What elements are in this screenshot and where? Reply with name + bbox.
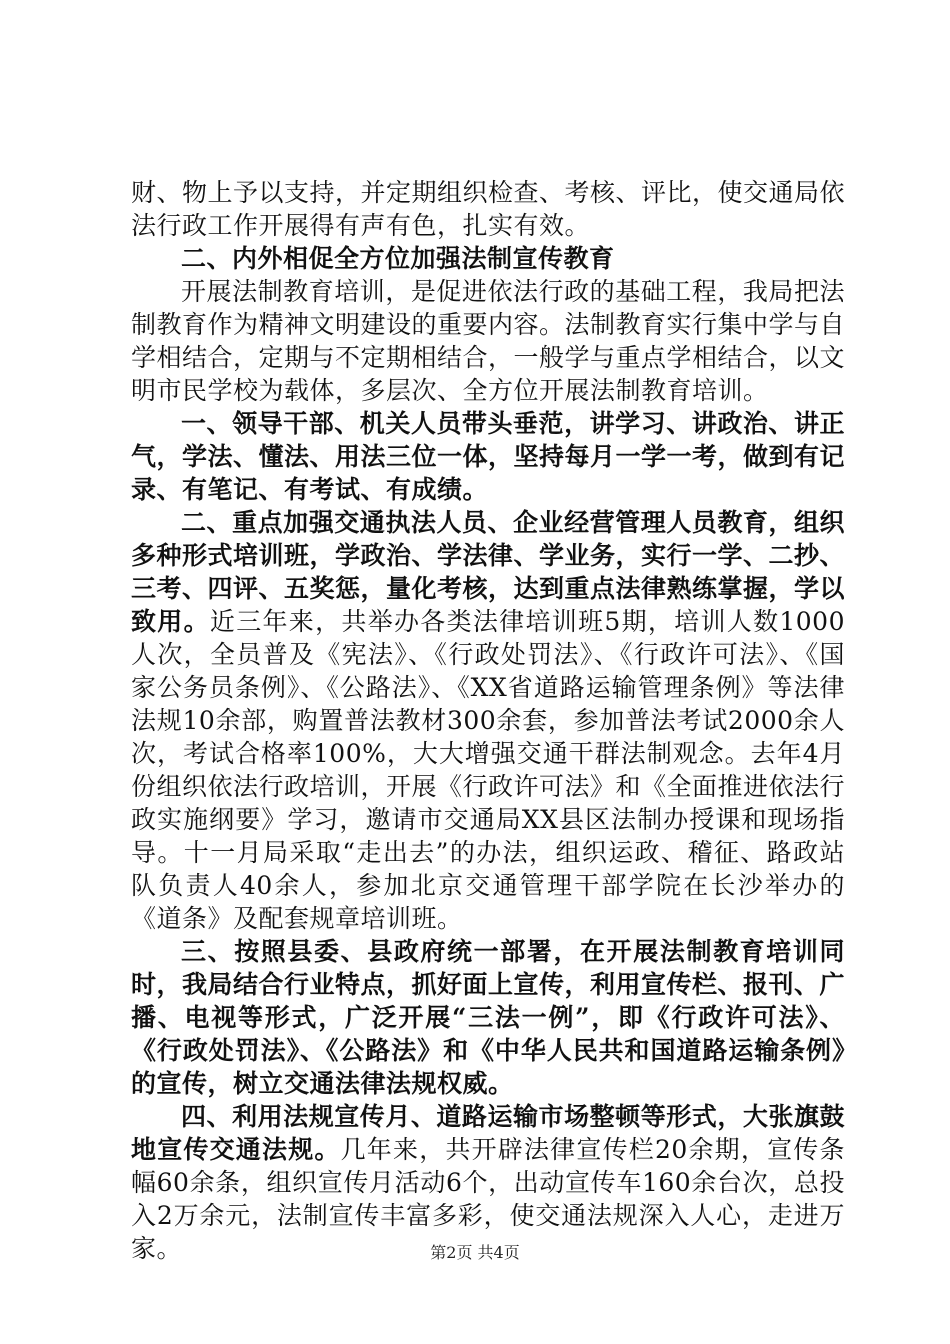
paragraph-1-text: 财、物上予以支持，并定期组织检查、考核、评比，使交通局依法行政工作开展得有声有色，扎实有效。: [131, 178, 846, 240]
paragraph-6: [131, 935, 845, 1100]
paragraph-6-lead: 三、按照县委、县政府统一部署，在开展法制教育培训同时，我局结合行业特点，抓好面上宣传，利用宣传栏、报刊、广播、电视等形式，广泛开展“三法一例”，即《行政许可法》、《行政处罚法》、《公路法》和《中华人民共和国道路运输条例》的宣传，树立交通法律法规权威。: [131, 937, 846, 1098]
paragraph-3: [131, 275, 845, 407]
paragraph-7-text: 几年来，共开辟法律宣传栏20余期，宣传条幅60余条，组织宣传月活动6个，出动宣传车160余台次，总投入2万余元，法制宣传丰富多彩，使交通法规深入人心，走进万家。: [131, 1135, 845, 1263]
paragraph-5-text: 近三年来，共举办各类法律培训班5期，培训人数1000人次，全员普及《宪法》、《行政处罚法》、《行政许可法》、《国家公务员条例》、《公路法》、《XX省道路运输管理条例》等法律法规10余部，购置普法教材300余套，参加普法考试2000余人次，考试合格率100%，大大增强交通干群法制观念。去年4月份组织依法行政培训，开展《行政许可法》和《全面推进依法行政实施纲要》学习，邀请市交通局XX县区法制办授课和现场指导。十一月局采取“走出去”的办法，组织运政、稽征、路政站队负责人40余人，参加北京交通管理干部学院在长沙举办的《道条》及配套规章培训班。: [131, 607, 846, 933]
paragraph-4-lead: 一、领导干部、机关人员带头垂范，讲学习、讲政治、讲正气，学法、懂法、用法三位一体，坚持每月一学一考，做到有记录、有笔记、有考试、有成绩。: [131, 409, 846, 504]
paragraph-3-text: 开展法制教育培训，是促进依法行政的基础工程，我局把法制教育作为精神文明建设的重要内容。法制教育实行集中学与自学相结合，定期与不定期相结合，一般学与重点学相结合，以文明市民学校为载体，多层次、全方位开展法制教育培训。: [131, 277, 846, 405]
paragraph-7-lead: 四、利用法规宣传月、道路运输市场整顿等形式，大张旗鼓地宣传交通法规。: [131, 1102, 845, 1164]
paragraph-5: [131, 506, 845, 935]
page-number-footer: 第2页 共4页: [430, 1243, 520, 1262]
paragraph-1: [131, 176, 845, 242]
paragraph-5-lead: 二、重点加强交通执法人员、企业经营管理人员教育，组织多种形式培训班，学政治、学法律、学业务，实行一学、二抄、三考、四评、五奖惩，量化考核，达到重点法律熟练掌握，学以致用。: [131, 508, 846, 636]
paragraph-4: [131, 407, 845, 506]
section-heading-2: [131, 242, 845, 275]
section-heading-2-lead: 二、内外相促全方位加强法制宣传教育: [181, 244, 615, 273]
paragraph-7: [131, 1100, 845, 1265]
document-body: [131, 176, 845, 1265]
